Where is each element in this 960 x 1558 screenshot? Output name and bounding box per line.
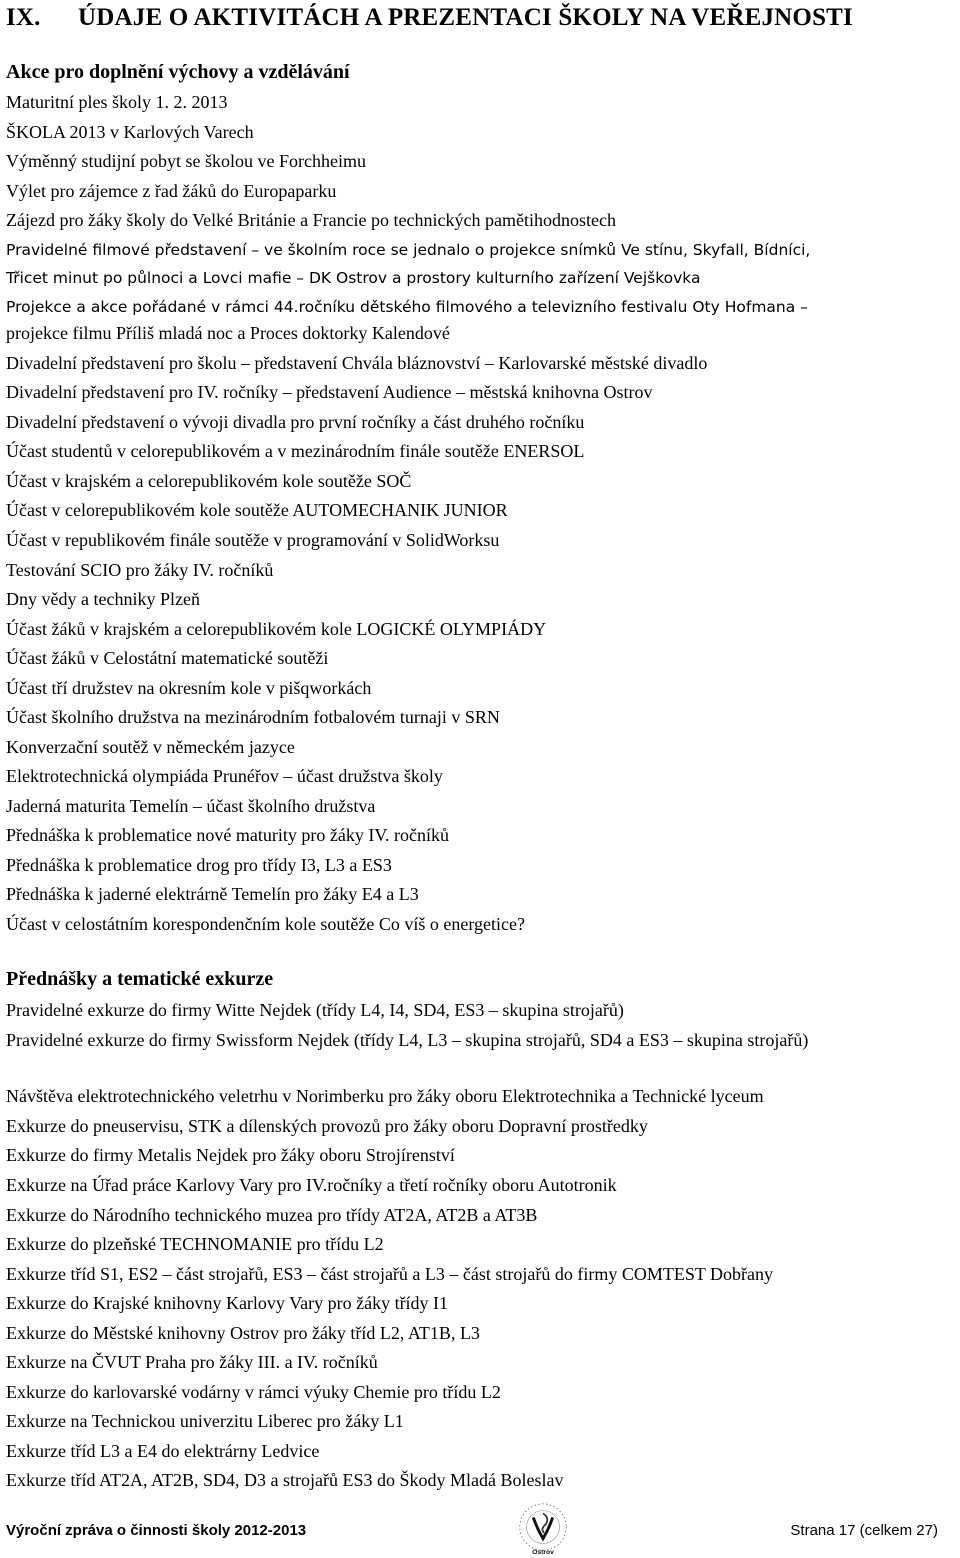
list-item: Exkurze tříd S1, ES2 – část strojařů, ES3 – část strojařů a L3 – část strojařů do firmy COMTEST Dobřany bbox=[6, 1264, 774, 1284]
list-item: Jaderná maturita Temelín – účast školního družstva bbox=[6, 796, 376, 816]
list-item: Exkurze na Technickou univerzitu Liberec pro žáky L1 bbox=[6, 1411, 404, 1431]
list-item: Účast tří družstev na okresním kole v pišqworkách bbox=[6, 678, 372, 698]
list-item: Konverzační soutěž v německém jazyce bbox=[6, 737, 295, 757]
footer-report-title: Výroční zpráva o činnosti školy 2012-2013 bbox=[6, 1522, 307, 1539]
list-item: Exkurze do pneuservisu, STK a dílenských provozů pro žáky oboru Dopravní prostředky bbox=[6, 1116, 648, 1136]
list-item: Projekce a akce pořádané v rámci 44.ročníku dětského filmového a televizního festivalu Oty Hofmana – bbox=[6, 298, 808, 316]
list-item: Exkurze do Krajské knihovny Karlovy Vary pro žáky třídy I1 bbox=[6, 1293, 449, 1313]
list-item: ŠKOLA 2013 v Karlových Varech bbox=[6, 122, 254, 142]
list-item: Testování SCIO pro žáky IV. ročníků bbox=[6, 560, 274, 580]
list-item: Třicet minut po půlnoci a Lovci mafie – DK Ostrov a prostory kulturního zařízení Vejškovka bbox=[6, 269, 701, 287]
list-item: Exkurze do firmy Metalis Nejdek pro žáky oboru Strojírenství bbox=[6, 1145, 455, 1165]
list-item: Exkurze do plzeňské TECHNOMANIE pro třídu L2 bbox=[6, 1234, 384, 1254]
chapter-title bbox=[6, 2, 853, 34]
logo-caption: Ostrov bbox=[532, 1549, 554, 1557]
list-item: Účast v krajském a celorepublikovém kole soutěže SOČ bbox=[6, 471, 412, 491]
list-item: Exkurze tříd L3 a E4 do elektrárny Ledvice bbox=[6, 1441, 320, 1461]
footer-page-number: Strana 17 (celkem 27) bbox=[790, 1522, 938, 1539]
list-item: Pravidelné exkurze do firmy Witte Nejdek (třídy L4, I4, SD4, ES3 – skupina strojařů) bbox=[6, 1000, 624, 1020]
list-item: Exkurze na ČVUT Praha pro žáky III. a IV. ročníků bbox=[6, 1352, 378, 1372]
section-heading-excursions: Přednášky a tematické exkurze bbox=[6, 968, 274, 990]
list-item: Exkurze na Úřad práce Karlovy Vary pro IV.ročníky a třetí ročníky oboru Autotronik bbox=[6, 1175, 617, 1195]
list-item: Zájezd pro žáky školy do Velké Británie a Francie po technických pamětihodnostech bbox=[6, 210, 616, 230]
list-item: Výměnný studijní pobyt se školou ve Forchheimu bbox=[6, 151, 366, 171]
list-item: Účast v celostátním korespondenčním kole soutěže Co víš o energetice? bbox=[6, 914, 526, 934]
list-item: Účast školního družstva na mezinárodním fotbalovém turnaji v SRN bbox=[6, 707, 500, 727]
list-item: Pravidelné filmové představení – ve školním roce se jednalo o projekce snímků Ve stínu, Skyfall, Bídníci, bbox=[6, 241, 811, 259]
list-item: projekce filmu Příliš mladá noc a Proces doktorky Kalendové bbox=[6, 323, 450, 343]
list-item: Exkurze do karlovarské vodárny v rámci výuky Chemie pro třídu L2 bbox=[6, 1382, 501, 1402]
list-item: Účast žáků v Celostátní matematické soutěži bbox=[6, 648, 329, 668]
list-item: Přednáška k problematice drog pro třídy I3, L3 a ES3 bbox=[6, 855, 392, 875]
list-item: Výlet pro zájemce z řad žáků do Europaparku bbox=[6, 181, 337, 201]
list-item: Účast žáků v krajském a celorepublikovém kole LOGICKÉ OLYMPIÁDY bbox=[6, 619, 547, 639]
list-item: Maturitní ples školy 1. 2. 2013 bbox=[6, 92, 228, 112]
list-item: Divadelní představení pro školu – představení Chvála bláznovství – Karlovarské městské divadlo bbox=[6, 353, 708, 373]
list-item: Účast studentů v celorepublikovém a v mezinárodním finále soutěže ENERSOL bbox=[6, 441, 585, 461]
list-item: Exkurze do Národního technického muzea pro třídy AT2A, AT2B a AT3B bbox=[6, 1205, 538, 1225]
list-item: Pravidelné exkurze do firmy Swissform Nejdek (třídy L4, L3 – skupina strojařů, SD4 a ES3 – skupina strojařů) bbox=[6, 1030, 809, 1050]
chapter-heading: ÚDAJE O AKTIVITÁCH A PREZENTACI ŠKOLY NA VEŘEJNOSTI bbox=[78, 4, 853, 31]
chapter-number: IX. bbox=[6, 4, 41, 31]
list-item: Účast v celorepublikovém kole soutěže AUTOMECHANIK JUNIOR bbox=[6, 500, 508, 520]
list-item: Dny vědy a techniky Plzeň bbox=[6, 589, 200, 609]
section-heading-events: Akce pro doplnění výchovy a vzdělávání bbox=[6, 61, 350, 83]
school-emblem-icon bbox=[514, 1500, 572, 1558]
list-item: Přednáška k problematice nové maturity pro žáky IV. ročníků bbox=[6, 825, 450, 845]
list-item: Exkurze tříd AT2A, AT2B, SD4, D3 a strojařů ES3 do Škody Mladá Boleslav bbox=[6, 1470, 564, 1490]
list-item: Divadelní představení o vývoji divadla pro první ročníky a část druhého ročníku bbox=[6, 412, 585, 432]
list-item: Návštěva elektrotechnického veletrhu v Norimberku pro žáky oboru Elektrotechnika a Technické lyceum bbox=[6, 1086, 764, 1106]
list-item: Divadelní představení pro IV. ročníky – představení Audience – městská knihovna Ostrov bbox=[6, 382, 653, 402]
list-item: Přednáška k jaderné elektrárně Temelín pro žáky E4 a L3 bbox=[6, 884, 419, 904]
page-footer bbox=[6, 1500, 938, 1558]
list-item: Elektrotechnická olympiáda Prunéřov – účast družstva školy bbox=[6, 766, 443, 786]
list-item: Exkurze do Městské knihovny Ostrov pro žáky tříd L2, AT1B, L3 bbox=[6, 1323, 480, 1343]
list-item: Účast v republikovém finále soutěže v programování v SolidWorksu bbox=[6, 530, 500, 550]
